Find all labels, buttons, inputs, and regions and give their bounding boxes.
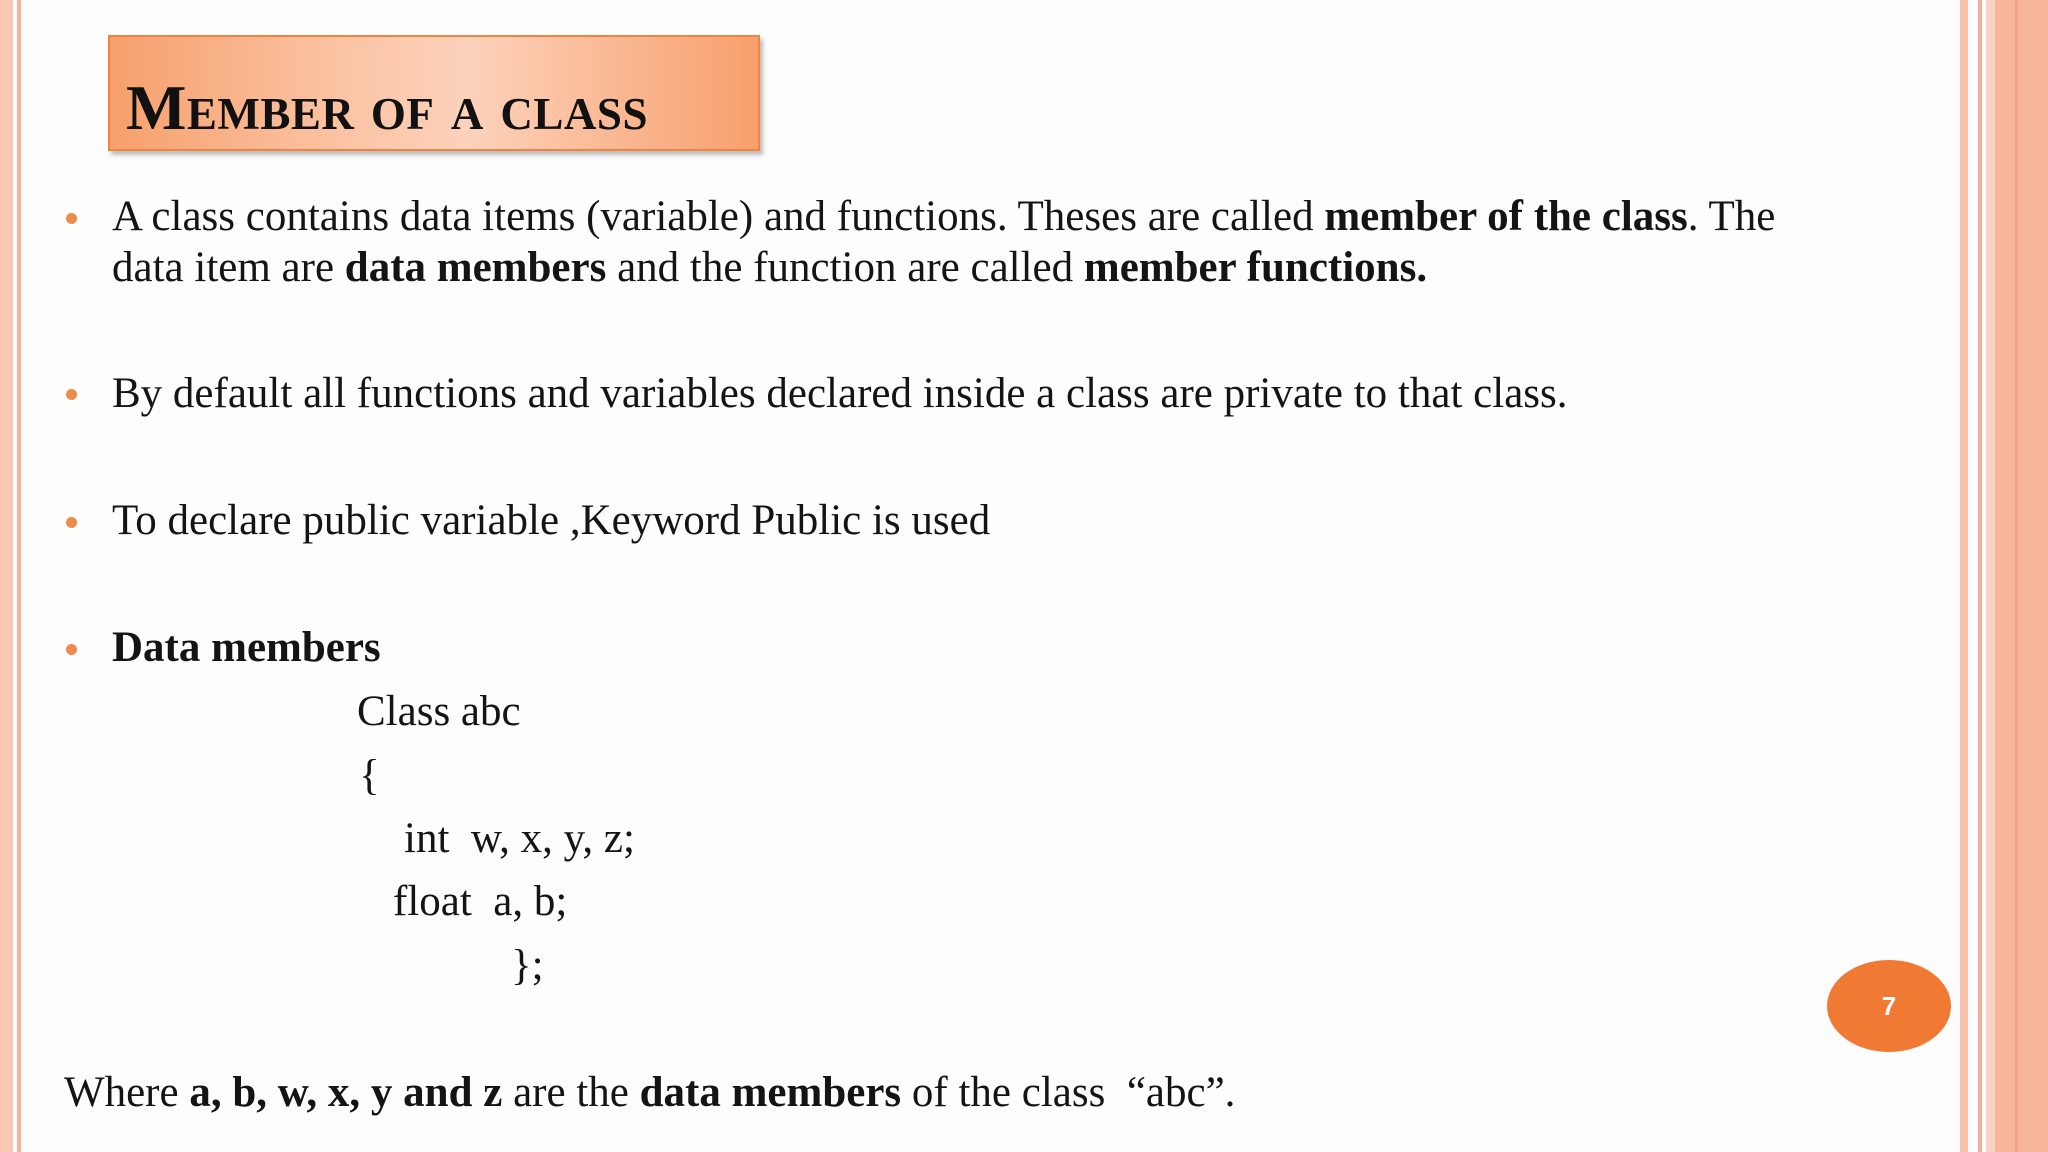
bullet-2-text: By default all functions and variables declared inside a class are private to that class. bbox=[112, 370, 1568, 417]
text-run: data item are bbox=[112, 244, 345, 291]
text-run: Where bbox=[64, 1069, 190, 1116]
bold-term: member of the class bbox=[1324, 193, 1688, 240]
title-box bbox=[108, 35, 760, 151]
code-line-close-brace: }; bbox=[511, 942, 544, 989]
right-decor-line bbox=[1978, 0, 1982, 1152]
right-decor-thin-line bbox=[2015, 0, 2018, 1152]
bullet-dot bbox=[66, 644, 77, 655]
bullet-1-line-1 bbox=[112, 191, 1775, 242]
bullet-dot bbox=[66, 389, 77, 400]
text-run: are the bbox=[502, 1069, 640, 1116]
text-run: and the function are called bbox=[606, 244, 1084, 291]
bullet-dot bbox=[66, 517, 77, 528]
code-line-int: int w, x, y, z; bbox=[404, 815, 635, 862]
right-decor-stripe bbox=[1960, 0, 1968, 1152]
bullet-dot bbox=[66, 213, 77, 224]
code-line-float: float a, b; bbox=[393, 878, 568, 925]
bold-term: data members bbox=[639, 1069, 902, 1116]
bold-term: member functions. bbox=[1083, 244, 1428, 291]
text-run: . The bbox=[1687, 193, 1776, 240]
bold-term: a, b, w, x, y and z bbox=[189, 1069, 503, 1116]
left-decor-stripe bbox=[0, 0, 13, 1152]
bold-term: data members bbox=[344, 244, 607, 291]
bullet-3-text: To declare public variable ,Keyword Public is used bbox=[112, 497, 991, 544]
slide-title: Member of a class bbox=[126, 72, 648, 143]
bullet-1-line-2 bbox=[112, 242, 1427, 293]
left-decor-line bbox=[17, 0, 21, 1152]
page-number-badge: 7 bbox=[1827, 960, 1951, 1052]
footer-sentence bbox=[64, 1067, 1235, 1118]
code-line-class: Class abc bbox=[357, 688, 521, 735]
text-run: A class contains data items (variable) and functions. Theses are called bbox=[112, 193, 1325, 240]
bullet-4-heading: Data members bbox=[112, 624, 381, 671]
text-run: of the class “abc”. bbox=[901, 1069, 1236, 1116]
code-line-open-brace: { bbox=[359, 752, 380, 799]
